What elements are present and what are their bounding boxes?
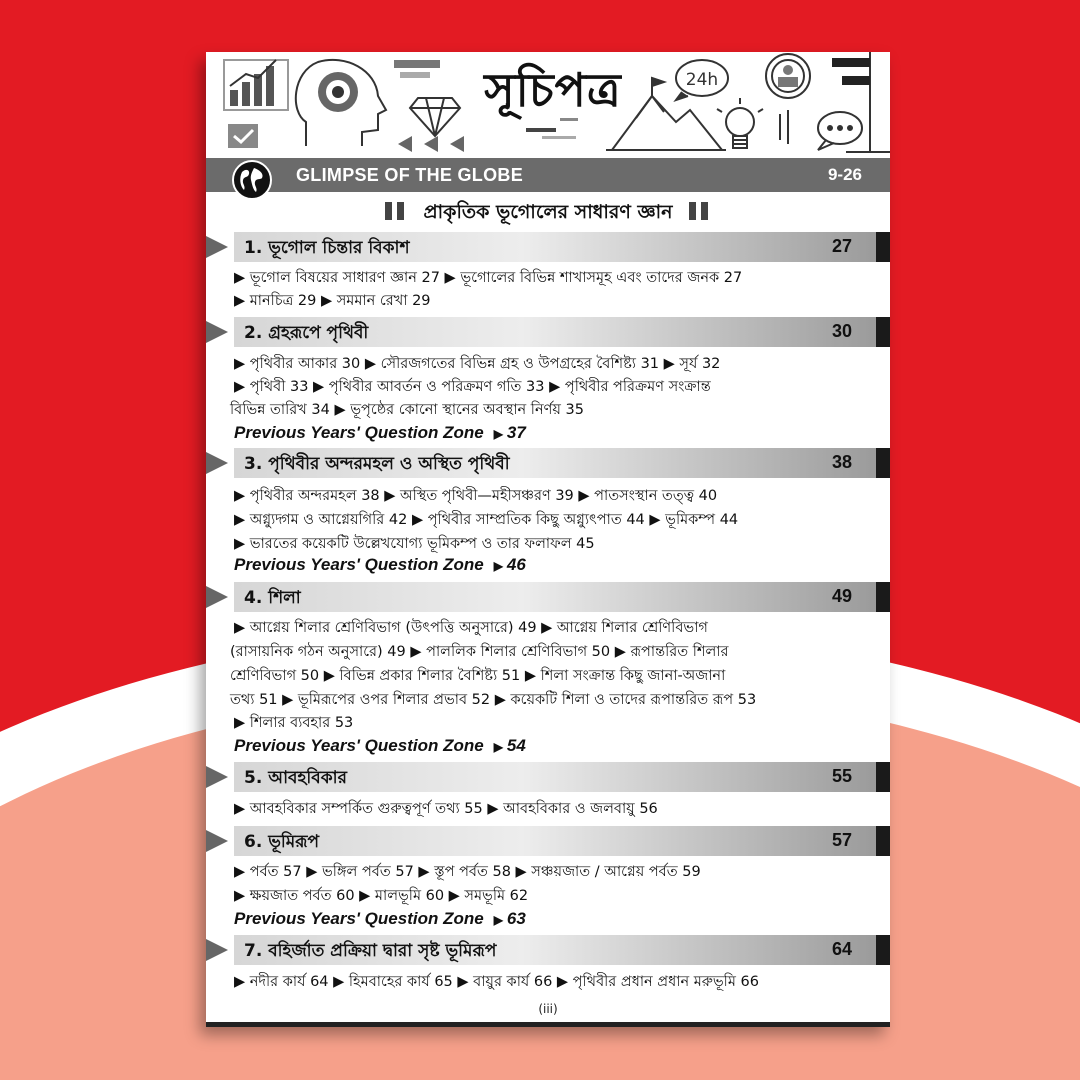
chapter-header [206, 232, 890, 262]
bar-chart-icon [224, 60, 288, 110]
section-title: প্রাকৃতিক ভূগোলের সাধারণ জ্ঞান [423, 201, 673, 223]
topic-line: ▶ মানচিত্র 29 ▶ সমমান রেখা 29 [234, 293, 431, 309]
header-illustration [206, 52, 890, 158]
unit-title: GLIMPSE OF THE GLOBE [296, 165, 524, 185]
clock-label: 24h [685, 70, 719, 90]
diamond-icon [410, 98, 460, 136]
chapter-bar-end [876, 582, 890, 612]
topic-line: তথ্য 51 ▶ ভূমিরূপের ওপর শিলার প্রভাব 52 ▶ কয়েকটি শিলা ও তাদের রূপান্তরিত রূপ 53 [230, 692, 757, 708]
topic-line: ▶ আবহবিকার সম্পর্কিত গুরুত্বপূর্ণ তথ্য 55 ▶ আবহবিকার ও জলবায়ু 56 [234, 801, 658, 817]
chapter-bar-end [876, 762, 890, 792]
chapter-header [206, 317, 890, 347]
chapter-arrow-icon [206, 939, 228, 961]
section-heading [206, 198, 890, 228]
pyq-page: 63 [506, 909, 526, 928]
unit-page-range: 9-26 [827, 165, 862, 184]
topic-line: ▶ আগ্নেয় শিলার শ্রেণিবিভাগ (উৎপত্তি অনুসারে) 49 ▶ আগ্নেয় শিলার শ্রেণিবিভাগ [234, 620, 708, 636]
pyq-page: 37 [506, 423, 526, 442]
chapter-page: 38 [831, 452, 852, 472]
pyq-zone [234, 908, 526, 931]
chapter-title: 2. গ্রহরূপে পৃথিবী [244, 323, 369, 343]
chapter-header [206, 448, 890, 478]
topic-line: ▶ পর্বত 57 ▶ ভঙ্গিল পর্বত 57 ▶ স্তূপ পর্বত 58 ▶ সঞ্চয়জাত / আগ্নেয় পর্বত 59 [234, 864, 701, 880]
page-bottom-rule [206, 1022, 890, 1027]
topic-line: ▶ ক্ষয়জাত পর্বত 60 ▶ মালভূমি 60 ▶ সমভূমি 62 [234, 888, 529, 904]
topic-line: ▶ পৃথিবীর অন্দরমহল 38 ▶ অস্থিত পৃথিবী—মহীসঞ্চরণ 39 ▶ পাতসংস্থান তত্ত্ব 40 [234, 488, 718, 504]
chapter-arrow-icon [206, 766, 228, 788]
topic-line: (রাসায়নিক গঠন অনুসারে) 49 ▶ পাললিক শিলার শ্রেণিবিভাগ 50 ▶ রূপান্তরিত শিলার [230, 644, 729, 660]
chapter-bar [234, 826, 876, 856]
pyq-label: Previous Years' Question Zone [234, 423, 484, 442]
topic-line: ▶ পৃথিবীর আকার 30 ▶ সৌরজগতের বিভিন্ন গ্রহ ও উপগ্রহের বৈশিষ্ট্য 31 ▶ সূর্য 32 [234, 356, 721, 372]
chapter-arrow-icon [206, 236, 228, 258]
pyq-page: 54 [506, 736, 526, 755]
pyq-label: Previous Years' Question Zone [234, 909, 484, 928]
chapter-page: 55 [831, 766, 852, 786]
checkbox-icon [228, 124, 258, 148]
chapter-bar-end [876, 317, 890, 347]
pyq-zone [234, 422, 526, 445]
topic-line: ▶ ভূগোল বিষয়ের সাধারণ জ্ঞান 27 ▶ ভূগোলের বিভিন্ন শাখাসমূহ এবং তাদের জনক 27 [234, 270, 743, 286]
chapter-title: 7. বহির্জাত প্রক্রিয়া দ্বারা সৃষ্ট ভূমিরূপ [244, 941, 497, 961]
double-bar-icon [385, 202, 407, 220]
topic-line: বিভিন্ন তারিখ 34 ▶ ভূপৃষ্ঠের কোনো স্থানের অবস্থান নির্ণয় 35 [230, 402, 584, 418]
pyq-label: Previous Years' Question Zone [234, 555, 484, 574]
book-page [206, 52, 890, 1027]
chapter-title: 1. ভূগোল চিন্তার বিকাশ [244, 238, 410, 258]
chapter-title: 4. শিলা [244, 588, 301, 608]
pyq-zone [234, 554, 526, 577]
chapter-arrow-icon [206, 830, 228, 852]
arrow-right-icon: ▶ [493, 913, 503, 927]
chapter-arrow-icon [206, 321, 228, 343]
arrow-right-icon: ▶ [493, 740, 503, 754]
arrow-right-icon: ▶ [493, 427, 503, 441]
user-avatar-icon [766, 54, 810, 98]
pyq-label: Previous Years' Question Zone [234, 736, 484, 755]
topic-line: ▶ নদীর কার্য 64 ▶ হিমবাহের কার্য 65 ▶ বায়ুর কার্য 66 ▶ পৃথিবীর প্রধান প্রধান মরুভূমি 66 [234, 974, 759, 990]
chapter-bar-end [876, 826, 890, 856]
topic-line: শ্রেণিবিভাগ 50 ▶ বিভিন্ন প্রকার শিলার বৈশিষ্ট্য 51 ▶ শিলা সংক্রান্ত কিছু জানা-অজানা [230, 668, 726, 684]
chapter-page: 27 [831, 236, 852, 256]
topic-line: ▶ শিলার ব্যবহার 53 [234, 715, 354, 731]
chapter-header [206, 762, 890, 792]
chapter-arrow-icon [206, 586, 228, 608]
chapter-title: 3. পৃথিবীর অন্দরমহল ও অস্থিত পৃথিবী [244, 454, 510, 474]
head-target-icon [296, 60, 386, 146]
pyq-page: 46 [506, 555, 526, 574]
chapter-page: 30 [831, 321, 852, 341]
chapter-title: 6. ভূমিরূপ [244, 832, 320, 852]
chapter-bar [234, 582, 876, 612]
chapter-page: 57 [831, 830, 852, 850]
speech-bubble-icon [818, 112, 862, 150]
signpost-icon [832, 52, 890, 152]
chapter-title: 5. আবহবিকার [244, 768, 347, 788]
chapter-header [206, 935, 890, 965]
page-number: (iii) [538, 1002, 558, 1016]
chapter-bar-end [876, 232, 890, 262]
chapter-header [206, 582, 890, 612]
lightbulb-icon [717, 98, 763, 148]
page-title: সূচিপত্র [484, 63, 622, 117]
topic-line: ▶ পৃথিবী 33 ▶ পৃথিবীর আবর্তন ও পরিক্রমণ গতি 33 ▶ পৃথিবীর পরিক্রমণ সংক্রান্ত [234, 379, 711, 395]
chapter-page: 64 [831, 939, 852, 959]
topic-line: ▶ ভারতের কয়েকটি উল্লেখযোগ্য ভূমিকম্প ও তার ফলাফল 45 [234, 536, 595, 552]
chapter-bar-end [876, 448, 890, 478]
double-bar-icon [689, 202, 711, 220]
pyq-zone [234, 735, 526, 758]
unit-header-bar [206, 158, 890, 192]
chapter-bar-end [876, 935, 890, 965]
topic-line: ▶ অগ্ন্যুদ্গম ও আগ্নেয়গিরি 42 ▶ পৃথিবীর সাম্প্রতিক কিছু অগ্ন্যুৎপাত 44 ▶ ভূমিকম্প 44 [234, 512, 739, 528]
chapter-header [206, 826, 890, 856]
chapter-arrow-icon [206, 452, 228, 474]
arrow-right-icon: ▶ [493, 559, 503, 573]
globe-icon [232, 160, 272, 200]
chapter-page: 49 [831, 586, 852, 606]
